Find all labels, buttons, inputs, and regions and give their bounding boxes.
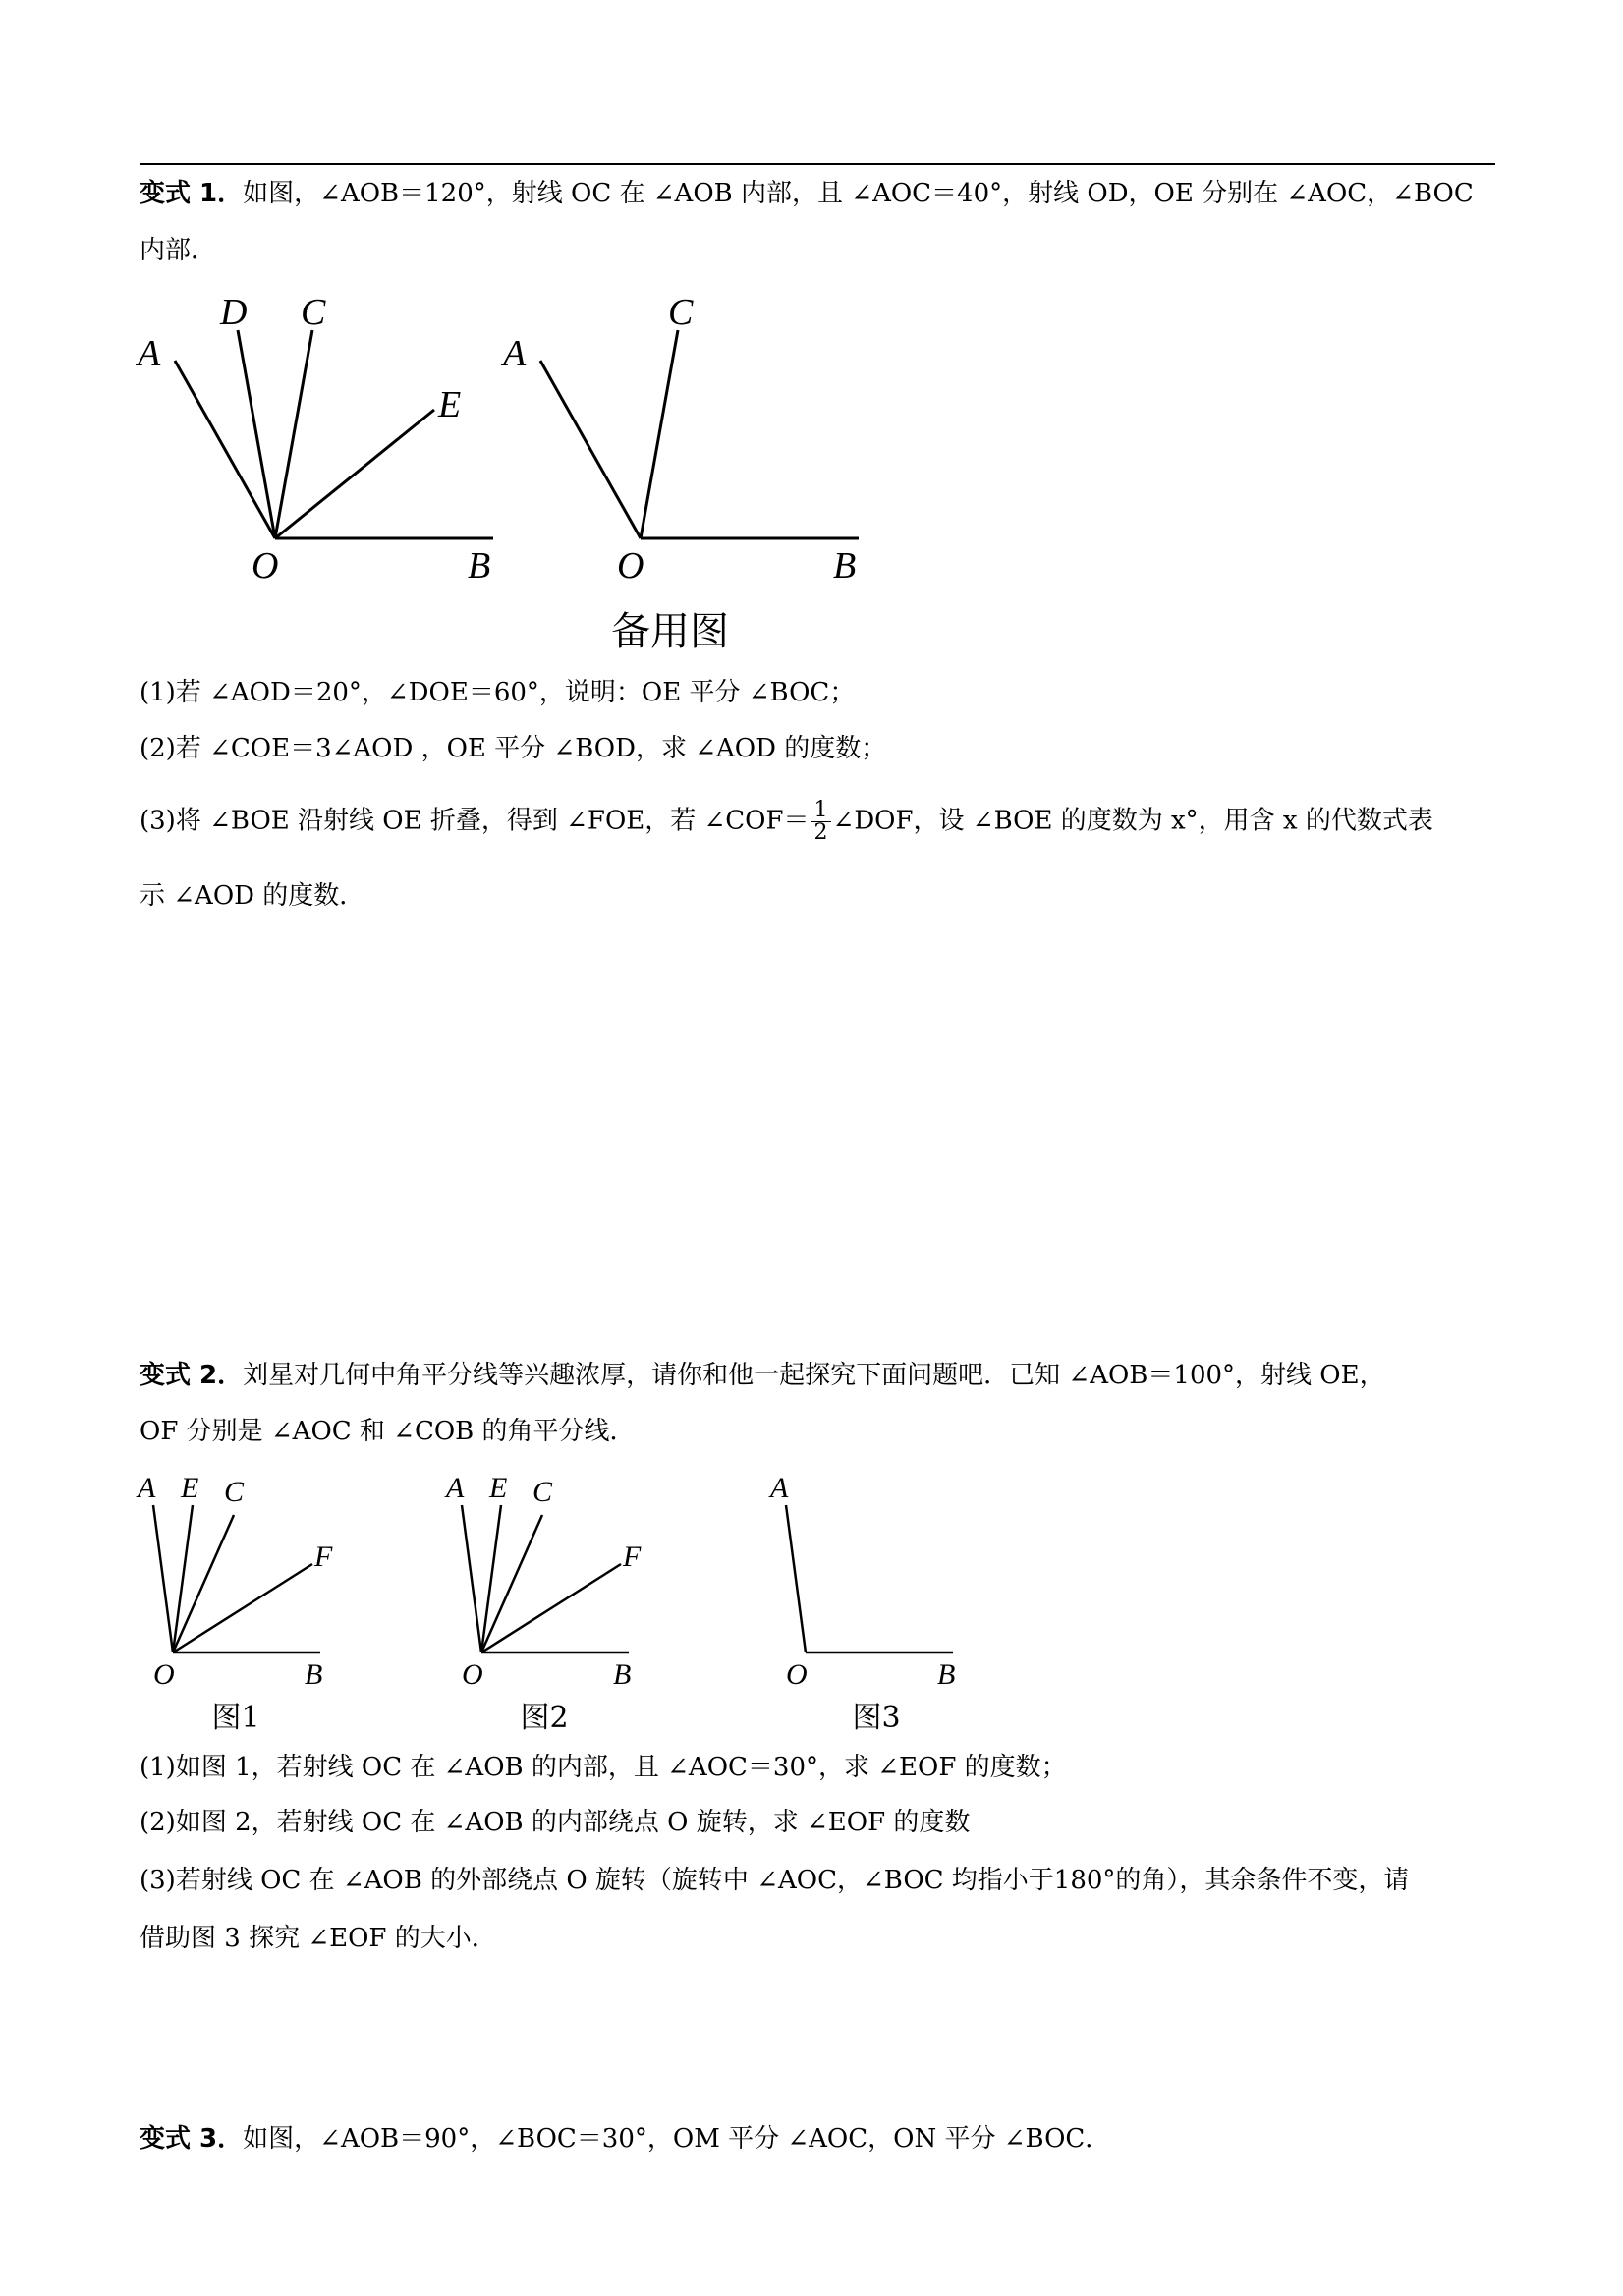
v2-fig1-ray-of — [173, 1564, 312, 1652]
v2-stem-line2: OF 分别是 ∠AOC 和 ∠COB 的角平分线． — [140, 1417, 636, 1446]
v1-title: 变式 1． — [140, 179, 244, 208]
v1-stem-text1: 如图，∠AOB＝120°，射线 OC 在 ∠AOB 内部，且 ∠AOC＝40°，射线 OD，OE 分别在 ∠AOC，∠BOC — [243, 179, 1474, 208]
v1-fig1-ray-oe — [275, 410, 434, 538]
v1-question-1: (1)若 ∠AOD＝20°，∠DOE＝60°，说明：OE 平分 ∠BOC； — [140, 678, 856, 707]
top-rule — [140, 163, 1495, 165]
v2-fig3-label-a: A — [770, 1472, 789, 1504]
v1-fig1-label-a: A — [138, 333, 161, 374]
v2-fig3-ray-oa — [786, 1505, 806, 1652]
v1-q3-numerator: 1 — [812, 800, 831, 822]
v1-fig1-label-d: D — [220, 292, 248, 333]
v2-fig2-ray-of — [481, 1564, 621, 1652]
v2-fig2-caption: 图2 — [520, 1701, 569, 1735]
v2-fig3-label-o: O — [786, 1658, 808, 1691]
v2-fig2-label-b: B — [613, 1658, 632, 1691]
v1-q3-part-a: (3)将 ∠BOE 沿射线 OE 折叠，得到 ∠FOE，若 ∠COF＝ — [140, 806, 810, 836]
v3-stem — [140, 2122, 1110, 2156]
v1-stem-line2: 内部． — [140, 236, 217, 265]
v2-fig1-label-a: A — [138, 1472, 156, 1504]
v2-question-1: (1)如图 1，若射线 OC 在 ∠AOB 的内部，且 ∠AOC＝30°，求 ∠EOF 的度数； — [140, 1753, 1067, 1782]
v1-fig2-label-o: O — [617, 545, 644, 587]
v2-question-2: (2)如图 2，若射线 OC 在 ∠AOB 的内部绕点 O 旋转，求 ∠EOF 的度数 — [140, 1808, 971, 1837]
v1-fig1-ray-oc — [275, 330, 312, 538]
v1-fig2-ray-oc — [641, 330, 678, 538]
v1-question-3-line1 — [140, 800, 1433, 844]
v1-figure — [128, 285, 874, 668]
v1-fig1-label-b: B — [468, 545, 491, 587]
v1-fig2-label-a: A — [503, 333, 527, 374]
v2-fig1-ray-oa — [153, 1505, 173, 1652]
v2-figure — [128, 1464, 992, 1739]
v2-question-3-line2: 借助图 3 探究 ∠EOF 的大小． — [140, 1924, 497, 1953]
v2-fig2-label-a: A — [446, 1472, 465, 1504]
v2-fig2-label-e: E — [489, 1472, 508, 1504]
v1-fig2-label-c: C — [668, 292, 694, 333]
v2-fig1-label-c: C — [224, 1476, 245, 1508]
v1-q3-fraction — [812, 800, 831, 844]
v1-figure-caption: 备用图 — [611, 609, 729, 654]
v1-question-2: (2)若 ∠COE＝3∠AOD ，OE 平分 ∠BOD，求 ∠AOD 的度数； — [140, 734, 887, 763]
v1-fig1-label-c: C — [301, 292, 326, 333]
v2-fig2-label-o: O — [462, 1658, 483, 1691]
v2-fig1-label-o: O — [153, 1658, 175, 1691]
v1-fig1-label-o: O — [252, 545, 279, 587]
v3-title: 变式 3． — [140, 2124, 244, 2154]
v2-stem-line1 — [140, 1359, 1385, 1392]
v2-fig2-ray-oa — [462, 1505, 481, 1652]
v2-fig3-label-b: B — [937, 1658, 956, 1691]
v3-stem-text: 如图，∠AOB＝90°，∠BOC＝30°，OM 平分 ∠AOC，ON 平分 ∠BOC． — [243, 2124, 1111, 2154]
v1-fig2-label-b: B — [833, 545, 857, 587]
v1-question-3-line2: 示 ∠AOD 的度数． — [140, 881, 365, 911]
v2-title: 变式 2． — [140, 1361, 244, 1390]
v2-fig2-label-f: F — [623, 1540, 642, 1573]
v2-fig2-label-c: C — [532, 1476, 553, 1508]
v2-fig1-label-b: B — [305, 1658, 323, 1691]
v2-question-3-line1: (3)若射线 OC 在 ∠AOB 的外部绕点 O 旋转（旋转中 ∠AOC，∠BOC 均指小于180°的角），其余条件不变，请 — [140, 1866, 1410, 1895]
v1-fig2-ray-oa — [540, 361, 641, 538]
v1-q3-denominator: 2 — [813, 820, 828, 845]
v1-fig1-label-e: E — [438, 384, 462, 425]
v1-stem-line1 — [140, 177, 1474, 210]
v2-fig3-caption: 图3 — [852, 1701, 901, 1735]
v2-fig1-label-f: F — [314, 1540, 333, 1573]
v2-stem-text1: 刘星对几何中角平分线等兴趣浓厚，请你和他一起探究下面问题吧．已知 ∠AOB＝100°，射线 OE， — [243, 1361, 1385, 1390]
v2-fig1-label-e: E — [181, 1472, 199, 1504]
v2-fig1-caption: 图1 — [211, 1701, 260, 1735]
v1-q3-part-b: ∠DOF，设 ∠BOE 的度数为 x°，用含 x 的代数式表 — [832, 806, 1433, 836]
